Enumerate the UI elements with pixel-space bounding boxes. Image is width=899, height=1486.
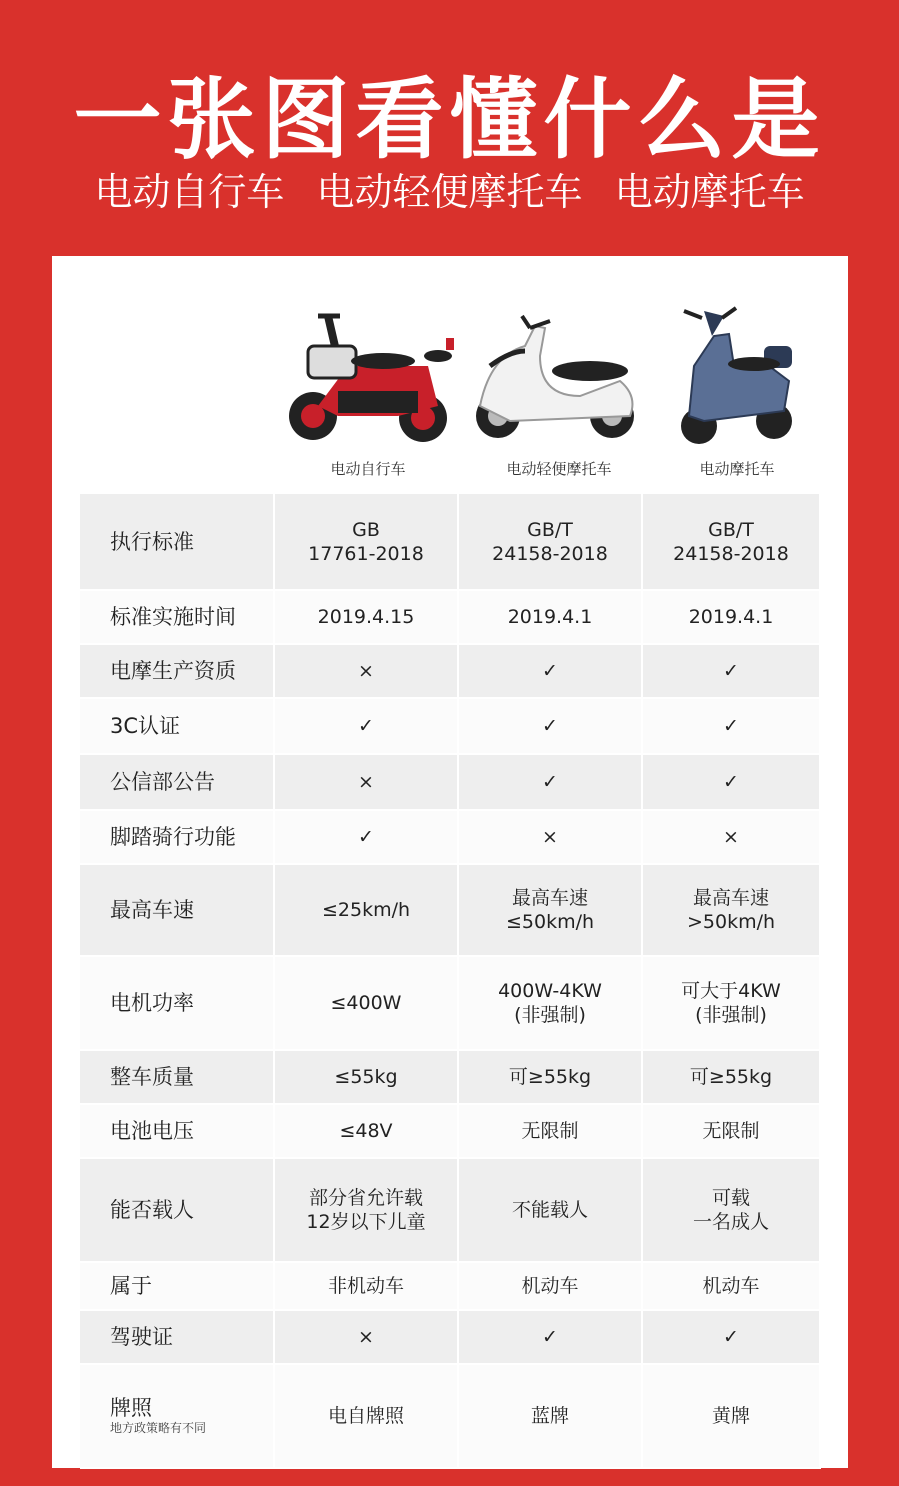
cell: 电自牌照 [274,1364,458,1468]
row-label: 属于 [80,1262,274,1310]
cell: 机动车 [642,1262,820,1310]
cell: 无限制 [642,1104,820,1158]
cell: ≤48V [274,1104,458,1158]
vehicle-label-motorcycle: 电动摩托车 [699,460,775,478]
cell-text: 400W-4KW (非强制) [498,980,602,1026]
table-row [80,1364,820,1468]
row-label-text: 牌照 [110,1396,152,1420]
cell [642,956,820,1050]
cell [642,1158,820,1262]
cell-text: ≤25km/h [321,899,411,921]
check-mark: ✓ [458,754,642,810]
spec-table [80,494,821,1469]
row-label: 驾驶证 [80,1310,274,1364]
cell [458,494,642,590]
page-subtitle: 电动自行车 电动轻便摩托车 电动摩托车 [94,170,805,214]
row-label: 执行标准 [80,494,274,590]
cell: ≤55kg [274,1050,458,1104]
check-mark: ✓ [458,644,642,698]
cell-text: GB/T 24158-2018 [673,518,789,565]
row-label: 电摩生产资质 [80,644,274,698]
cell: 2019.4.1 [458,590,642,644]
cell-text: GB/T 24158-2018 [492,518,608,565]
table-row [80,1158,820,1262]
cell: 蓝牌 [458,1364,642,1468]
electric-bicycle-image [278,256,458,456]
row-label: 电池电压 [80,1104,274,1158]
row-label: 电机功率 [80,956,274,1050]
check-mark: ✓ [274,810,458,864]
electric-motorcycle-image [674,256,799,456]
cell-text: GB 17761-2018 [308,518,424,565]
table-row [80,1262,820,1310]
cell [274,1158,458,1262]
cross-mark: × [274,644,458,698]
row-label: 3C认证 [80,698,274,754]
cell [458,956,642,1050]
row-label-note: 地方政策略有不同 [110,1421,207,1435]
table-row [80,1104,820,1158]
vehicle-electric-motorcycle [674,256,799,456]
cell-text: 可载 一名成人 [692,1187,769,1233]
table-row [80,698,820,754]
cell: 机动车 [458,1262,642,1310]
cell: 黄牌 [642,1364,820,1468]
row-label: 最高车速 [80,864,274,956]
check-mark: ✓ [642,698,820,754]
table-row [80,1050,820,1104]
table-row [80,644,820,698]
table-row [80,590,820,644]
comparison-card [52,256,848,1468]
row-label: 能否载人 [80,1158,274,1262]
vehicle-electric-bicycle [278,256,458,456]
cell [458,864,642,956]
cell [458,1158,642,1262]
cross-mark: × [458,810,642,864]
table-row [80,956,820,1050]
cell-text: 不能载人 [511,1199,588,1221]
vehicle-electric-moped [470,256,640,456]
cell [274,956,458,1050]
check-mark: ✓ [642,754,820,810]
check-mark: ✓ [642,644,820,698]
cell: 2019.4.15 [274,590,458,644]
row-label [80,1364,274,1468]
cell-text: 部分省允许载 12岁以下儿童 [306,1187,426,1233]
cross-mark: × [642,810,820,864]
row-label: 公信部公告 [80,754,274,810]
electric-moped-image [470,256,640,456]
cell: 2019.4.1 [642,590,820,644]
vehicle-label-moped: 电动轻便摩托车 [506,460,612,478]
cell [274,494,458,590]
cell: 可≥55kg [642,1050,820,1104]
cell [642,864,820,956]
table-row [80,810,820,864]
check-mark: ✓ [458,698,642,754]
cell: 非机动车 [274,1262,458,1310]
table-row [80,494,820,590]
cell: 可≥55kg [458,1050,642,1104]
table-row [80,1310,820,1364]
row-label: 整车质量 [80,1050,274,1104]
cell [274,864,458,956]
table-row [80,864,820,956]
cell [642,494,820,590]
row-label: 标准实施时间 [80,590,274,644]
cell-text: 最高车速 ≤50km/h [505,887,595,933]
page-title: 一张图看懂什么是 [73,68,826,171]
table-row [80,754,820,810]
cell-text: 最高车速 >50km/h [686,887,776,933]
cross-mark: × [274,754,458,810]
cell-text: ≤400W [330,992,402,1014]
check-mark: ✓ [642,1310,820,1364]
row-label: 脚踏骑行功能 [80,810,274,864]
cross-mark: × [274,1310,458,1364]
vehicle-label-bicycle: 电动自行车 [330,460,406,478]
cell: 无限制 [458,1104,642,1158]
cell-text: 可大于4KW (非强制) [681,980,781,1026]
check-mark: ✓ [274,698,458,754]
check-mark: ✓ [458,1310,642,1364]
